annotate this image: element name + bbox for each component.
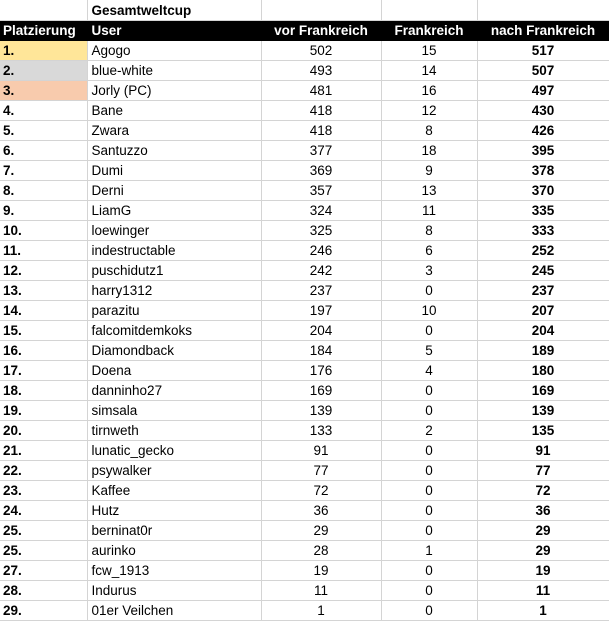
france-cell[interactable]: 0	[381, 501, 477, 521]
table-row	[0, 41, 609, 61]
table-row	[0, 421, 609, 441]
france-cell[interactable]: 0	[381, 381, 477, 401]
after-france-cell[interactable]: 430	[477, 101, 609, 121]
after-france-cell[interactable]: 426	[477, 121, 609, 141]
rank-cell[interactable]: 2.	[0, 61, 87, 81]
user-cell[interactable]: Agogo	[87, 41, 261, 61]
after-france-cell[interactable]: 29	[477, 541, 609, 561]
before-france-cell[interactable]: 204	[261, 321, 381, 341]
rank-cell[interactable]: 9.	[0, 201, 87, 221]
header-after[interactable]: nach Frankreich	[477, 21, 609, 41]
france-cell[interactable]: 1	[381, 541, 477, 561]
after-france-cell[interactable]: 497	[477, 81, 609, 101]
rank-cell[interactable]: 7.	[0, 161, 87, 181]
before-france-cell[interactable]: 418	[261, 121, 381, 141]
france-cell[interactable]: 0	[381, 401, 477, 421]
before-france-cell[interactable]: 502	[261, 41, 381, 61]
france-cell[interactable]: 8	[381, 121, 477, 141]
header-user[interactable]: User	[87, 21, 261, 41]
before-france-cell[interactable]: 237	[261, 281, 381, 301]
user-cell[interactable]: Jorly (PC)	[87, 81, 261, 101]
user-cell[interactable]: Diamondback	[87, 341, 261, 361]
user-cell[interactable]: parazitu	[87, 301, 261, 321]
after-france-cell[interactable]: 204	[477, 321, 609, 341]
rank-cell[interactable]: 3.	[0, 81, 87, 101]
table-row	[0, 361, 609, 381]
france-cell[interactable]: 0	[381, 601, 477, 621]
user-cell[interactable]: falcomitdemkoks	[87, 321, 261, 341]
table-row	[0, 481, 609, 501]
france-cell[interactable]: 11	[381, 201, 477, 221]
rank-cell[interactable]: 4.	[0, 101, 87, 121]
user-cell[interactable]: puschidutz1	[87, 261, 261, 281]
before-france-cell[interactable]: 176	[261, 361, 381, 381]
rank-cell[interactable]: 17.	[0, 361, 87, 381]
after-france-cell[interactable]: 507	[477, 61, 609, 81]
rank-cell[interactable]: 11.	[0, 241, 87, 261]
after-france-cell[interactable]: 370	[477, 181, 609, 201]
before-france-cell[interactable]: 133	[261, 421, 381, 441]
user-cell[interactable]: simsala	[87, 401, 261, 421]
after-france-cell[interactable]: 180	[477, 361, 609, 381]
user-cell[interactable]: Zwara	[87, 121, 261, 141]
table-row	[0, 321, 609, 341]
before-france-cell[interactable]: 184	[261, 341, 381, 361]
rank-cell[interactable]: 12.	[0, 261, 87, 281]
user-cell[interactable]: LiamG	[87, 201, 261, 221]
table-row	[0, 441, 609, 461]
before-france-cell[interactable]: 169	[261, 381, 381, 401]
user-cell[interactable]: Derni	[87, 181, 261, 201]
rank-cell[interactable]: 8.	[0, 181, 87, 201]
before-france-cell[interactable]: 19	[261, 561, 381, 581]
before-france-cell[interactable]: 246	[261, 241, 381, 261]
rank-cell[interactable]: 22.	[0, 461, 87, 481]
before-france-cell[interactable]: 242	[261, 261, 381, 281]
after-france-cell[interactable]: 11	[477, 581, 609, 601]
after-france-cell[interactable]: 517	[477, 41, 609, 61]
user-cell[interactable]: Hutz	[87, 501, 261, 521]
before-france-cell[interactable]: 36	[261, 501, 381, 521]
rank-cell[interactable]: 25.	[0, 541, 87, 561]
rank-cell[interactable]: 24.	[0, 501, 87, 521]
rank-cell[interactable]: 14.	[0, 301, 87, 321]
rank-cell[interactable]: 29.	[0, 601, 87, 621]
france-cell[interactable]: 15	[381, 41, 477, 61]
france-cell[interactable]: 2	[381, 421, 477, 441]
table-row	[0, 601, 609, 621]
rank-cell[interactable]: 19.	[0, 401, 87, 421]
table-row	[0, 341, 609, 361]
empty-cell[interactable]	[381, 0, 477, 21]
table-row	[0, 181, 609, 201]
before-france-cell[interactable]: 91	[261, 441, 381, 461]
rank-cell[interactable]: 25.	[0, 521, 87, 541]
france-cell[interactable]: 13	[381, 181, 477, 201]
title-row	[0, 0, 609, 21]
after-france-cell[interactable]: 378	[477, 161, 609, 181]
france-cell[interactable]: 0	[381, 441, 477, 461]
rank-cell[interactable]: 1.	[0, 41, 87, 61]
after-france-cell[interactable]: 245	[477, 261, 609, 281]
user-cell[interactable]: indestructable	[87, 241, 261, 261]
header-france[interactable]: Frankreich	[381, 21, 477, 41]
header-before[interactable]: vor Frankreich	[261, 21, 381, 41]
after-france-cell[interactable]: 252	[477, 241, 609, 261]
france-cell[interactable]: 0	[381, 281, 477, 301]
after-france-cell[interactable]: 395	[477, 141, 609, 161]
table-row	[0, 261, 609, 281]
table-row	[0, 541, 609, 561]
rank-cell[interactable]: 5.	[0, 121, 87, 141]
table-row	[0, 561, 609, 581]
after-france-cell[interactable]: 333	[477, 221, 609, 241]
table-row	[0, 61, 609, 81]
empty-cell[interactable]	[261, 0, 381, 21]
user-cell[interactable]: Kaffee	[87, 481, 261, 501]
after-france-cell[interactable]: 29	[477, 521, 609, 541]
table-row	[0, 581, 609, 601]
table-row	[0, 101, 609, 121]
before-france-cell[interactable]: 197	[261, 301, 381, 321]
france-cell[interactable]: 14	[381, 61, 477, 81]
before-france-cell[interactable]: 139	[261, 401, 381, 421]
france-cell[interactable]: 0	[381, 521, 477, 541]
before-france-cell[interactable]: 481	[261, 81, 381, 101]
user-cell[interactable]: Indurus	[87, 581, 261, 601]
before-france-cell[interactable]: 29	[261, 521, 381, 541]
france-cell[interactable]: 0	[381, 561, 477, 581]
user-cell[interactable]: blue-white	[87, 61, 261, 81]
after-france-cell[interactable]: 77	[477, 461, 609, 481]
after-france-cell[interactable]: 169	[477, 381, 609, 401]
table-row	[0, 161, 609, 181]
france-cell[interactable]: 3	[381, 261, 477, 281]
table-row	[0, 201, 609, 221]
before-france-cell[interactable]: 493	[261, 61, 381, 81]
table-row	[0, 241, 609, 261]
rank-cell[interactable]: 20.	[0, 421, 87, 441]
user-cell[interactable]: fcw_1913	[87, 561, 261, 581]
after-france-cell[interactable]: 237	[477, 281, 609, 301]
user-cell[interactable]: tirnweth	[87, 421, 261, 441]
rank-cell[interactable]: 10.	[0, 221, 87, 241]
user-cell[interactable]: harry1312	[87, 281, 261, 301]
table-row	[0, 141, 609, 161]
after-france-cell[interactable]: 207	[477, 301, 609, 321]
after-france-cell[interactable]: 135	[477, 421, 609, 441]
after-france-cell[interactable]: 72	[477, 481, 609, 501]
after-france-cell[interactable]: 19	[477, 561, 609, 581]
france-cell[interactable]: 5	[381, 341, 477, 361]
after-france-cell[interactable]: 91	[477, 441, 609, 461]
before-france-cell[interactable]: 325	[261, 221, 381, 241]
table-row	[0, 81, 609, 101]
table-row	[0, 501, 609, 521]
france-cell[interactable]: 8	[381, 221, 477, 241]
france-cell[interactable]: 0	[381, 581, 477, 601]
before-france-cell[interactable]: 324	[261, 201, 381, 221]
after-france-cell[interactable]: 335	[477, 201, 609, 221]
france-cell[interactable]: 0	[381, 481, 477, 501]
user-cell[interactable]: Bane	[87, 101, 261, 121]
france-cell[interactable]: 6	[381, 241, 477, 261]
france-cell[interactable]: 10	[381, 301, 477, 321]
rank-cell[interactable]: 16.	[0, 341, 87, 361]
france-cell[interactable]: 4	[381, 361, 477, 381]
before-france-cell[interactable]: 11	[261, 581, 381, 601]
table-row	[0, 521, 609, 541]
france-cell[interactable]: 18	[381, 141, 477, 161]
table-row	[0, 221, 609, 241]
user-cell[interactable]: psywalker	[87, 461, 261, 481]
before-france-cell[interactable]: 77	[261, 461, 381, 481]
rank-cell[interactable]: 23.	[0, 481, 87, 501]
sheet-title[interactable]: Gesamtweltcup	[87, 0, 261, 21]
rank-cell[interactable]: 13.	[0, 281, 87, 301]
header-row	[0, 21, 609, 41]
empty-cell[interactable]	[477, 0, 609, 21]
rank-cell[interactable]: 15.	[0, 321, 87, 341]
table-row	[0, 121, 609, 141]
user-cell[interactable]: lunatic_gecko	[87, 441, 261, 461]
table-row	[0, 461, 609, 481]
user-cell[interactable]: Doena	[87, 361, 261, 381]
after-france-cell[interactable]: 36	[477, 501, 609, 521]
table-row	[0, 281, 609, 301]
before-france-cell[interactable]: 28	[261, 541, 381, 561]
before-france-cell[interactable]: 1	[261, 601, 381, 621]
france-cell[interactable]: 0	[381, 321, 477, 341]
user-cell[interactable]: loewinger	[87, 221, 261, 241]
france-cell[interactable]: 16	[381, 81, 477, 101]
after-france-cell[interactable]: 139	[477, 401, 609, 421]
user-cell[interactable]: aurinko	[87, 541, 261, 561]
rank-cell[interactable]: 27.	[0, 561, 87, 581]
before-france-cell[interactable]: 369	[261, 161, 381, 181]
rank-cell[interactable]: 6.	[0, 141, 87, 161]
before-france-cell[interactable]: 72	[261, 481, 381, 501]
user-cell[interactable]: 01er Veilchen	[87, 601, 261, 621]
before-france-cell[interactable]: 377	[261, 141, 381, 161]
before-france-cell[interactable]: 418	[261, 101, 381, 121]
user-cell[interactable]: Dumi	[87, 161, 261, 181]
france-cell[interactable]: 0	[381, 461, 477, 481]
user-cell[interactable]: danninho27	[87, 381, 261, 401]
empty-cell[interactable]	[0, 0, 87, 21]
header-rank[interactable]: Platzierung	[0, 21, 87, 41]
rank-cell[interactable]: 18.	[0, 381, 87, 401]
rank-cell[interactable]: 21.	[0, 441, 87, 461]
table-row	[0, 381, 609, 401]
user-cell[interactable]: Santuzzo	[87, 141, 261, 161]
user-cell[interactable]: berninat0r	[87, 521, 261, 541]
table-row	[0, 301, 609, 321]
rank-cell[interactable]: 28.	[0, 581, 87, 601]
table-row	[0, 401, 609, 421]
before-france-cell[interactable]: 357	[261, 181, 381, 201]
france-cell[interactable]: 12	[381, 101, 477, 121]
after-france-cell[interactable]: 189	[477, 341, 609, 361]
after-france-cell[interactable]: 1	[477, 601, 609, 621]
france-cell[interactable]: 9	[381, 161, 477, 181]
